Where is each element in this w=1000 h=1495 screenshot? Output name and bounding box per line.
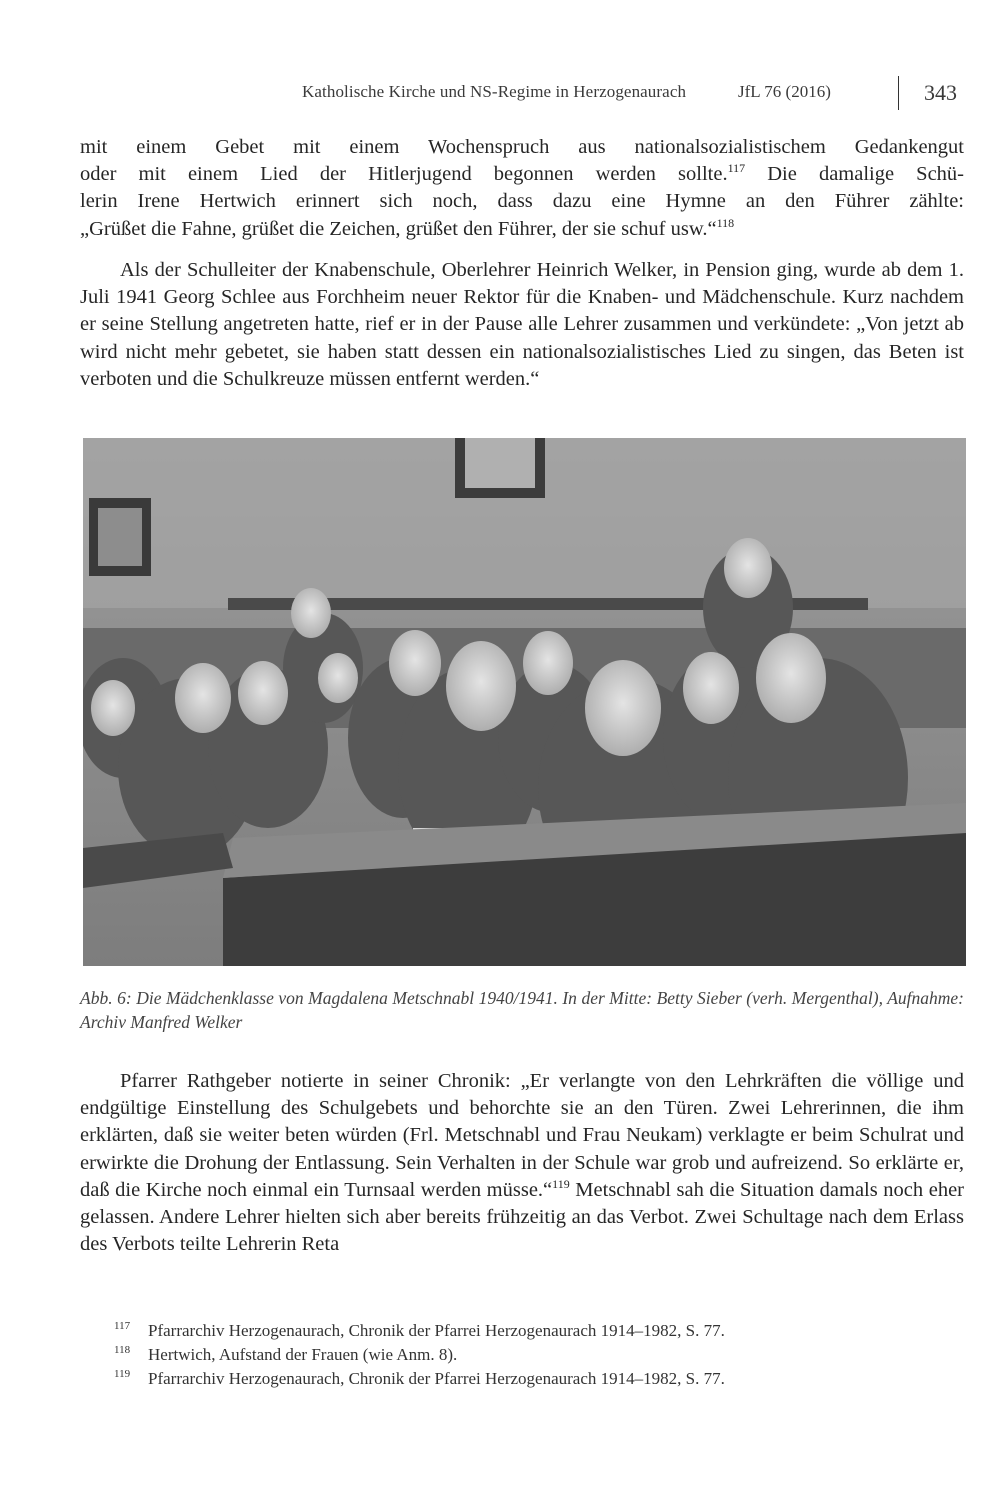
figure-caption: Abb. 6: Die Mädchenklasse von Magdalena Metschnabl 1940/1941. In der Mitte: Betty Sieber (verh. Mergenthal), Aufnahme: Archiv Manfred Welker (80, 988, 964, 1032)
footnote-number: 119 (114, 1368, 131, 1380)
paragraph-3-text-b: Metschnabl sah die Situation damals noch eher gelassen. Andere Lehrer hielten sich aber bereits frühzeitig an das Verbot. Zwei Schultage nach dem Erlass des Verbots teilte Lehrerin Reta (80, 1178, 964, 1256)
footnote-ref-119: 119 (552, 1176, 570, 1191)
footnote-119 (114, 1366, 964, 1390)
footnote-text: Pfarrarchiv Herzogenaurach, Chronik der Pfarrei Herzogenaurach 1914–1982, S. 77. (148, 1369, 725, 1388)
footnote-number: 118 (114, 1344, 131, 1356)
paragraph-1-text-cont: Die damalige Schü- (745, 163, 964, 186)
header-separator (898, 76, 899, 110)
running-header (80, 76, 962, 112)
footnote-ref-117: 117 (727, 161, 746, 176)
paragraph-2-text: Als der Schulleiter der Knabenschule, Oberlehrer Heinrich Welker, in Pension ging, wurde ab dem 1. Juli 1941 Georg Schlee aus Forchheim neuer Rektor für die Knaben- und Mädchenschule. Kurz nachdem er seine Stellung angetreten hatte, rief er in der Pause alle Lehrer zusammen und verkündete: „Von jetzt ab wird nicht mehr gebetet, sie haben statt dessen ein nationalsozialistisches Lied zu singen, das Beten ist verboten und die Schulkreuze müssen entfernt werden.“ (80, 259, 964, 390)
paragraph-3-text-a: Pfarrer Rathgeber notierte in seiner Chronik: „Er verlangte von den Lehrkräften die völlige und endgültige Einstellung des Schulgebets und behorchte sie an den Türen. Zwei Lehrerinnen, die ihm erklärten, daß sie weiter beten würden (Frl. Metschnabl und Frau Neukam) verklagte er beim Schulrat und erwirkte die Drohung der Entlassung. Sein Verhalten in der Schule war grob und aufreizend. So erklärte er, daß die Kirche noch einmal ein Turnsaal werden müsse.“ (80, 1070, 964, 1201)
paragraph-2 (80, 257, 964, 393)
footnote-text: Hertwich, Aufstand der Frauen (wie Anm. 8). (148, 1345, 458, 1364)
footnote-number: 117 (114, 1320, 131, 1332)
footnote-ref-118: 118 (716, 215, 735, 230)
paragraph-3 (80, 1068, 964, 1258)
paragraph-3-text (80, 1068, 964, 1258)
page-number: 343 (924, 80, 957, 105)
paragraph-1-line-3: lerin Irene Hertwich erinnert sich noch, dass dazu eine Hymne an den Führer zählte: (80, 190, 964, 213)
paragraph-1 (80, 134, 964, 243)
journal-reference: JfL 76 (2016) (738, 82, 831, 101)
footnote-text: Pfarrarchiv Herzogenaurach, Chronik der Pfarrei Herzogenaurach 1914–1982, S. 77. (148, 1321, 725, 1340)
paragraph-1-line-4 (80, 216, 964, 243)
quote-text: „Grüßet die Fahne, grüßet die Zeichen, grüßet den Führer, der sie schuf usw.“ (80, 217, 717, 240)
footnote-117 (114, 1318, 964, 1342)
classroom-photo (83, 438, 966, 966)
paragraph-1-line-2 (80, 161, 964, 188)
running-title: Katholische Kirche und NS-Regime in Herzogenaurach (302, 82, 687, 101)
paragraph-1-line-1: mit einem Gebet mit einem Wochenspruch aus nationalsozialistischem Gedankengut (80, 136, 964, 158)
paragraph-1-text: oder mit einem Lied der Hitlerjugend begonnen werden sollte. (80, 163, 728, 186)
footnote-118 (114, 1342, 964, 1366)
footnotes (114, 1318, 964, 1390)
